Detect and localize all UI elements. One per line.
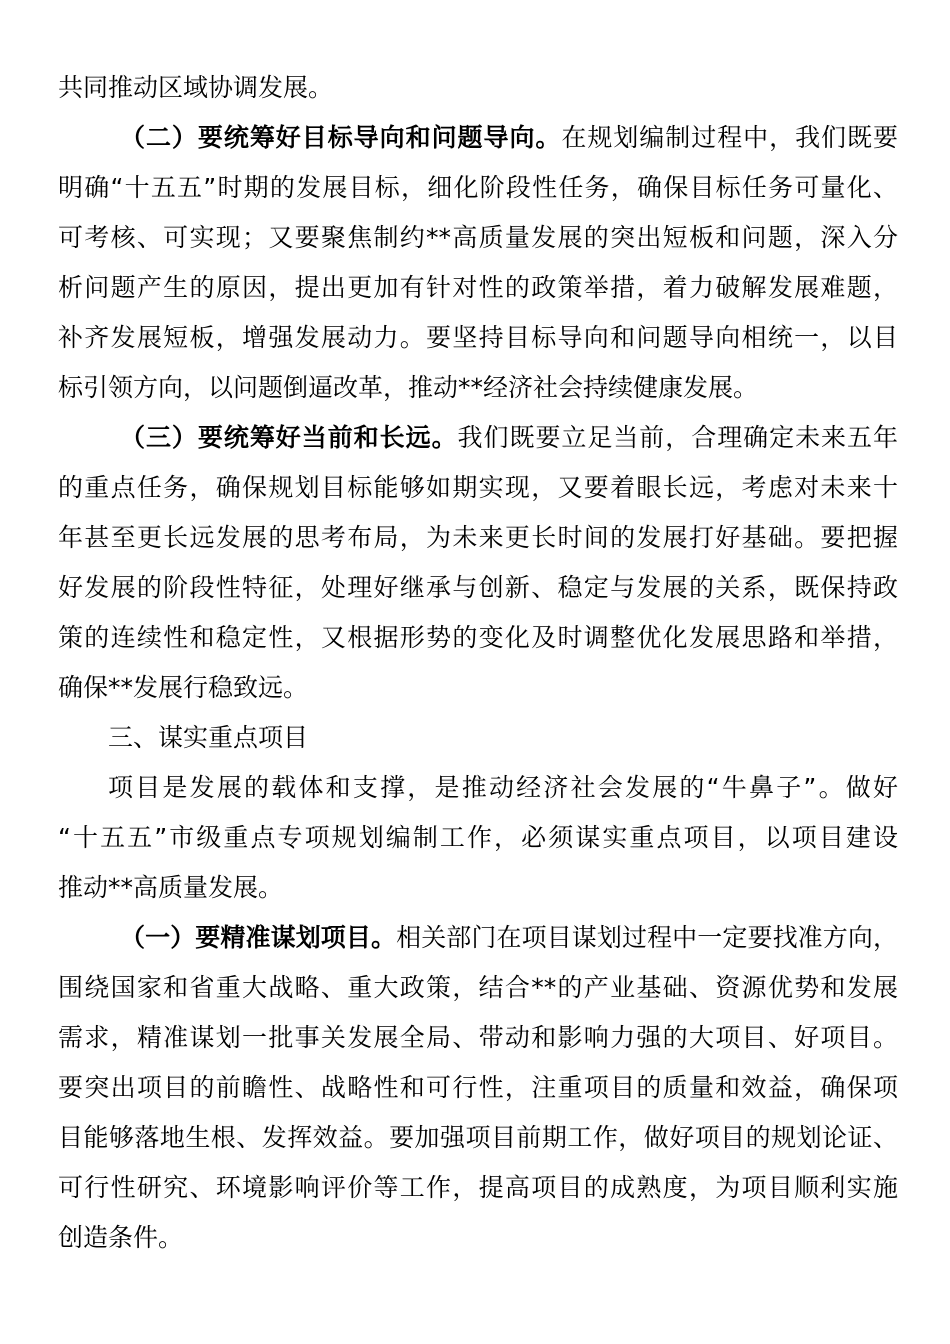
subheading-line: （二）要统筹好目标导向和问题导向。在规划编制过程中，我们既要 [120, 123, 898, 152]
section-heading: 三、谋实重点项目 [108, 723, 309, 752]
text-line: 围绕国家和省重大战略、重大政策，结合**的产业基础、资源优势和发展 [58, 973, 898, 1002]
subheading-line: （一）要精准谋划项目。相关部门在项目谋划过程中一定要找准方向， [120, 923, 898, 952]
text-line: 的重点任务，确保规划目标能够如期实现，又要着眼长远，考虑对未来十 [58, 473, 898, 502]
text-line: 项目是发展的载体和支撑，是推动经济社会发展的“牛鼻子”。做好 [108, 773, 898, 802]
text-line: 目能够落地生根、发挥效益。要加强项目前期工作，做好项目的规划论证、 [58, 1123, 898, 1152]
text-line: 推动**高质量发展。 [58, 873, 284, 902]
subheading-bold: （二）要统筹好目标导向和问题导向。 [120, 123, 562, 152]
text-line: “十五五”市级重点专项规划编制工作，必须谋实重点项目，以项目建设 [58, 823, 898, 852]
text-line: 析问题产生的原因，提出更加有针对性的政策举措，着力破解发展难题， [58, 273, 898, 302]
text-line: 可行性研究、环境影响评价等工作，提高项目的成熟度，为项目顺利实施 [58, 1173, 898, 1202]
text-line: 创造条件。 [58, 1223, 184, 1252]
text-line: 可考核、可实现；又要聚焦制约**高质量发展的突出短板和问题，深入分 [58, 223, 898, 252]
text-line: 策的连续性和稳定性，又根据形势的变化及时调整优化发展思路和举措， [58, 623, 898, 652]
text-line: 标引领方向，以问题倒逼改革，推动**经济社会持续健康发展。 [58, 373, 759, 402]
text-line: 补齐发展短板，增强发展动力。要坚持目标导向和问题导向相统一，以目 [58, 323, 898, 352]
text-line: 共同推动区域协调发展。 [58, 73, 334, 102]
subheading-line: （三）要统筹好当前和长远。我们既要立足当前，合理确定未来五年 [120, 423, 898, 452]
text-line: 好发展的阶段性特征，处理好继承与创新、稳定与发展的关系，既保持政 [58, 573, 898, 602]
text-line: 确保**发展行稳致远。 [58, 673, 309, 702]
text-line: 要突出项目的前瞻性、战略性和可行性，注重项目的质量和效益，确保项 [58, 1073, 898, 1102]
subheading-bold: （三）要统筹好当前和长远。 [120, 423, 458, 452]
text-line: 明确“十五五”时期的发展目标，细化阶段性任务，确保目标任务可量化、 [58, 173, 898, 202]
text-line: 需求，精准谋划一批事关发展全局、带动和影响力强的大项目、好项目。 [58, 1023, 898, 1052]
subheading-bold: （一）要精准谋划项目。 [120, 923, 397, 952]
text-line: 年甚至更长远发展的思考布局，为未来更长时间的发展打好基础。要把握 [58, 523, 898, 552]
